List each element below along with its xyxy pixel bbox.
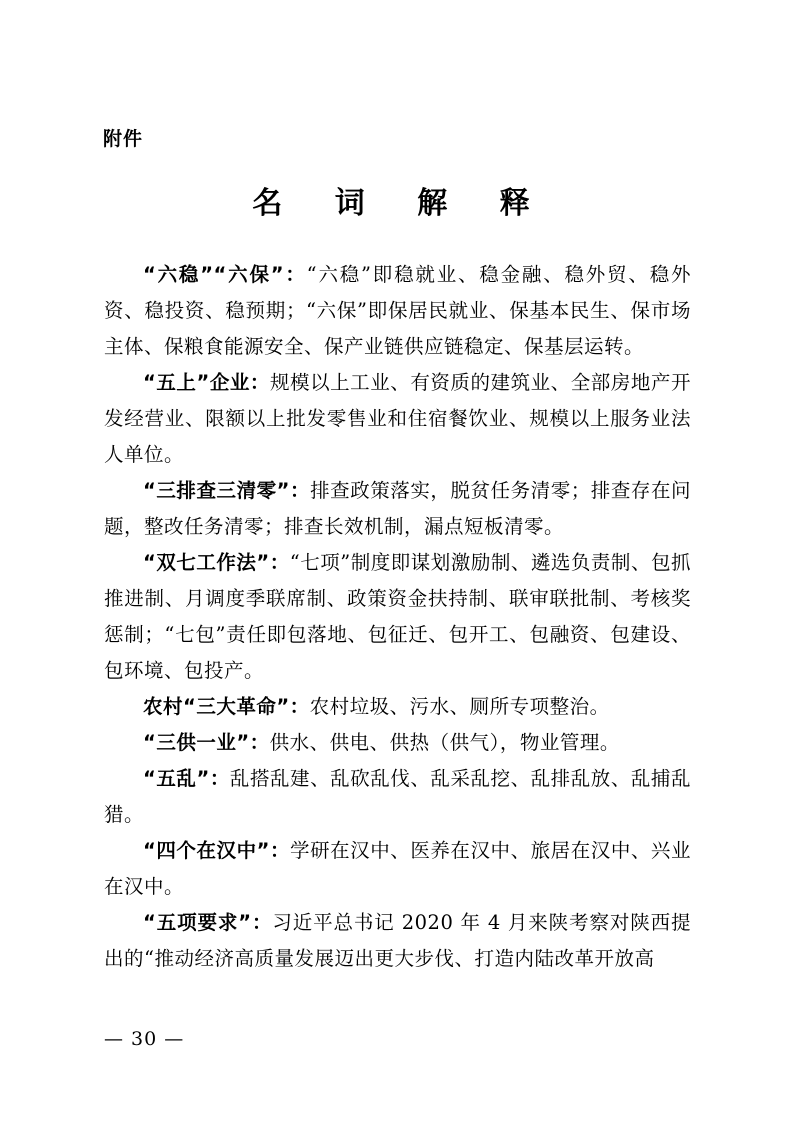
entry-definition: 供水、供电、供热（供气），物业管理。 — [269, 731, 620, 754]
entry-term: “三排查三清零”： — [143, 479, 311, 502]
entry-definition: “六稳”即稳就业、稳金融、稳外贸、稳外资、稳投资、稳预期；“六保”即保居民就业、保基本民生、保市场主体、保粮食能源安全、保产业链供应链稳定、保基层运转。 — [104, 263, 691, 358]
page-title: 名 词 解 释 — [252, 186, 551, 221]
entry-term: “三供一业”： — [143, 731, 270, 754]
glossary-entry-sanpaicha — [104, 473, 691, 545]
entry-definition: “七项”制度即谋划激励制、遴选负责制、包抓推进制、月调度季联席制、政策资金扶持制、联审联批制、考核奖惩制；“七包”责任即包落地、包征迁、包开工、包融资、包建设、包环境、包投产。 — [104, 551, 691, 682]
entry-definition: 学研在汉中、医养在汉中、旅居在汉中、兴业在汉中。 — [104, 839, 691, 898]
glossary-entry-sige-zai-hanzhong — [104, 833, 691, 905]
glossary-entry-sangong-yiye — [104, 725, 691, 761]
entry-definition: 规模以上工业、有资质的建筑业、全部房地产开发经营业、限额以上批发零售业和住宿餐饮业、规模以上服务业法人单位。 — [104, 371, 691, 466]
entry-term: “五上”企业： — [143, 371, 270, 394]
entry-definition: 农村垃圾、污水、厕所专项整治。 — [309, 695, 610, 718]
glossary-entry-sanda-geming — [104, 689, 691, 725]
entry-definition: 习近平总书记 2020 年 4 月来陕考察对陕西提出的“推动经济高质量发展迈出更大步伐、打造内陆改革开放高 — [104, 911, 692, 970]
entry-term: “双七工作法”： — [143, 551, 290, 574]
entry-term: “四个在汉中”： — [143, 839, 291, 862]
entry-term: “六稳”“六保”： — [143, 263, 307, 286]
entry-term: 农村“三大革命”： — [143, 695, 310, 718]
attachment-label: 附件 — [103, 128, 144, 150]
glossary-entry-liuwen-liubao — [104, 257, 691, 365]
entry-definition: 排查政策落实，脱贫任务清零；排查存在问题，整改任务清零；排查长效机制，漏点短板清零。 — [104, 479, 691, 538]
glossary-entry-wuluan — [104, 761, 691, 833]
entry-definition: 乱搭乱建、乱砍乱伐、乱采乱挖、乱排乱放、乱捕乱猎。 — [104, 767, 691, 826]
page-number: — 30 — — [104, 1028, 185, 1050]
glossary-entry-wushang-qiye — [104, 365, 691, 473]
glossary-body — [104, 257, 691, 977]
entry-term: “五乱”： — [143, 767, 230, 790]
glossary-entry-shuangqi — [104, 545, 691, 689]
entry-term: “五项要求”： — [143, 911, 273, 934]
glossary-entry-wuxiang-yaoqiu — [104, 905, 691, 977]
